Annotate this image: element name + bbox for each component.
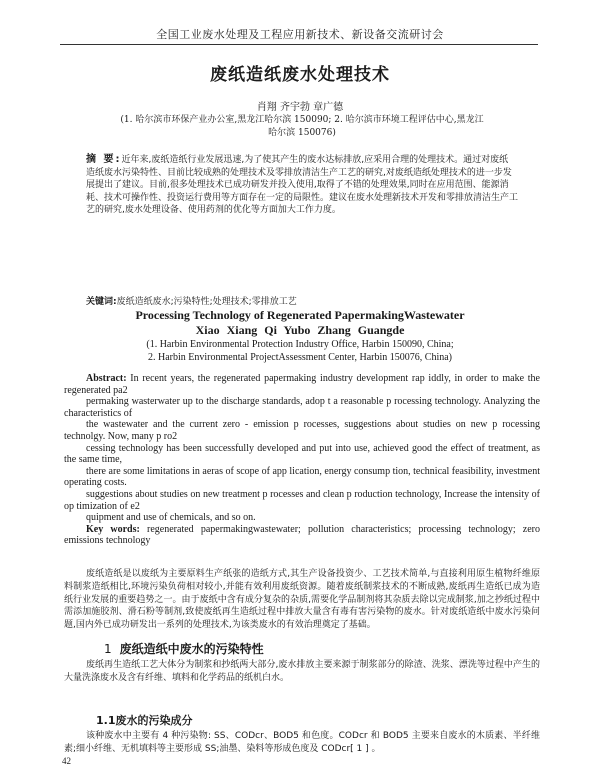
en-abstract-line: quipment and use of chemicals, and so on. [86, 512, 256, 524]
cn-keywords-label: 关键词: [86, 297, 117, 307]
en-abstract-line: cessing technology has been successfully developed and put into use, achieved good the effect of treatment, as the same time, [64, 442, 540, 466]
en-abstract-first-line [64, 373, 540, 396]
english-title: Processing Technology of Regenerated PapermakingWastewater [135, 308, 465, 322]
chinese-keywords [86, 294, 540, 307]
cn-abstract-line: 耗、技术可操作性、投资运行费用等方面存在一定的局限性。建议在废水处理新技术开发和零排放清洁生产工 [86, 192, 519, 203]
en-abstract-line: suggestions about studies on new treatment p rocesses and clean p roduction technology, Increase the intensity of op timization of e2 [64, 488, 540, 512]
en-abstract-text: In recent years, the regenerated papermaking industry development rap iddly, in order to make the regenerated pa2 [64, 373, 540, 396]
english-authors: Xiao Xiang Qi Yubo Zhang Guangde [195, 323, 405, 337]
cn-abstract-first-line [64, 154, 540, 167]
cn-abstract-line: 展提出了建议。目前,很多处理技术已成功研发并投入使用,取得了不错的处理效果,同时在应用范围、能源消 [86, 180, 509, 190]
section-title: 废纸造纸中废水的污染特性 [119, 642, 264, 656]
en-keywords-text: regenerated papermakingwastewater; pollution characteristics; processing technology; zero emissions technology [64, 523, 540, 547]
en-abstract-label: Abstract: [86, 373, 127, 384]
intro-paragraph [64, 568, 540, 632]
en-keywords [64, 524, 540, 547]
english-abstract [64, 373, 540, 547]
section-text: 废纸再生造纸工艺大体分为制浆和抄纸两大部分,废水排放主要来源于制浆部分的除渣、洗浆、漂洗等过程中产生的大量洗涤废水及含有纤维、填料和化学药品的纸机白水。 [64, 660, 540, 683]
cn-keywords-text: 废纸造纸废水;污染特性;处理技术;零排放工艺 [116, 297, 297, 307]
english-affiliation [60, 338, 540, 364]
cn-abstract-line: 艺的研究,废水处理设备、使用药剂的优化等方面加大工作力度。 [86, 205, 341, 215]
header-rule [60, 44, 538, 45]
subsection-text: 该种废水中主要有 4 种污染物: SS、CODcr、BOD5 和色度。CODcr 和 BOD5 主要来自废水的木质素、半纤维素;细小纤维、无机填料等主要形成 SS;油墨、染料等形成色度及 CODcr[ 1 ] 。 [64, 731, 540, 754]
en-keywords-label: Key words: [86, 523, 140, 535]
en-affiliation-line: 2. Harbin Environmental ProjectAssessment Center, Harbin 150076, China) [148, 352, 452, 363]
cn-abstract-label: 摘 要: [86, 154, 122, 165]
page-number: 42 [62, 756, 71, 766]
en-abstract-line: permaking wasterwater up to the discharge standards, adop t a reasonable p rocessing technology. Analyzing the characteristics of [64, 396, 540, 419]
section-number: 1 [104, 642, 112, 656]
article-authors: 肖翔 齐宇勃 章广德 [256, 102, 344, 113]
chinese-abstract [64, 154, 540, 217]
article-title: 废纸造纸废水处理技术 [210, 65, 390, 85]
cn-abstract-line: 造纸废水污染特性、目前比较成熟的处理技术及零排放清洁生产工艺的研究,对废纸造纸处理技术的进一步发 [86, 167, 512, 178]
affiliation-line: (1. 哈尔滨市环保产业办公室,黑龙江哈尔滨 150090; 2. 哈尔滨市环境工程评估中心,黑龙江 [120, 115, 484, 125]
cn-abstract-text: 近年来,废纸造纸行业发展迅速,为了使其产生的废水达标排放,应采用合理的处理技术。通过对废纸 [121, 155, 509, 165]
running-header: 全国工业废水处理及工程应用新技术、新设备交流研讨会 [156, 28, 444, 41]
affiliation-line: 哈尔滨 150076) [268, 128, 336, 138]
en-abstract-line: the wastewater and the current zero - emission p rocesses, suggestions about studies on new p rocessing technolgy. Now, many p ro2 [64, 419, 540, 442]
en-affiliation-line: (1. Harbin Environmental Protection Industry Office, Harbin 150090, China; [146, 339, 454, 350]
subsection-heading: 1.1废水的污染成分 [96, 714, 193, 727]
subsection-paragraph [64, 730, 540, 756]
section-heading [104, 640, 264, 657]
en-abstract-line: there are some limitations in aeras of scope of app lication, energy consump tion, technical feasibility, investment operating costs. [64, 465, 540, 489]
article-affiliation [112, 114, 492, 140]
section-paragraph [64, 659, 540, 685]
intro-text: 废纸造纸是以废纸为主要原料生产纸张的造纸方式,其生产设备投资少、工艺技术简单,与直接利用原生植物纤维原料制浆造纸相比,环境污染负荷相对较小,并能有效利用废纸资源。随着废纸制浆技术的不断成熟,废纸再生造纸已成为造纸行业发展的重要趋势之一。由于废纸中含有成分复杂的杂质,需要化学品制剂将其杂质去除以完成制浆,加之抄纸过程中需添加施胶剂、滑石粉等制剂,致使废纸再生造纸过程中排放大量含有毒有害污染物的废水。针对废纸造纸中废水污染问题,国内外已成功研发出一系列的处理技术,为该类废水的有效治理奠定了基础。 [64, 569, 540, 631]
